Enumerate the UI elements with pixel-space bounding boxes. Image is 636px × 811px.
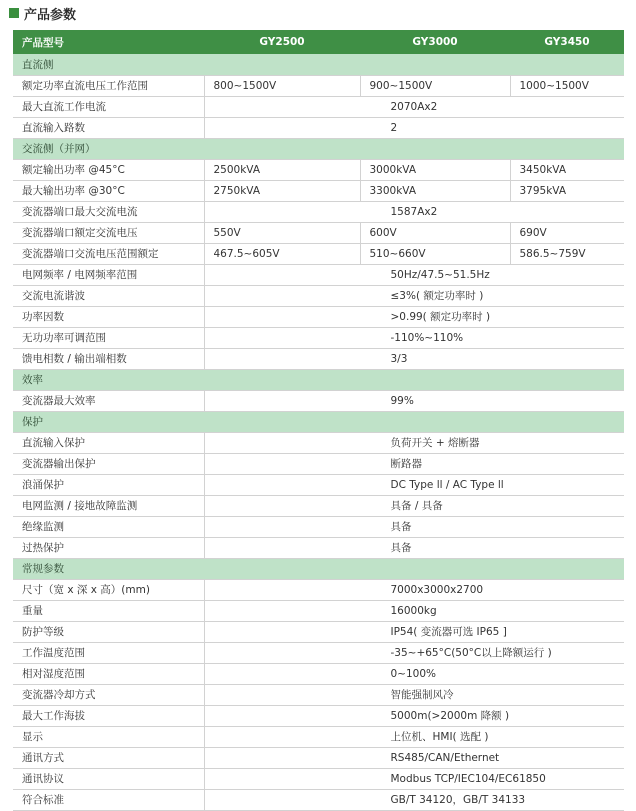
row-value: 1587Ax2 <box>204 201 624 222</box>
section-row <box>13 369 624 390</box>
heading-square-icon <box>9 8 19 18</box>
table-row <box>13 243 624 264</box>
row-label: 无功功率可调范围 <box>13 327 204 348</box>
table-body <box>13 54 624 810</box>
row-label: 重量 <box>13 600 204 621</box>
table-row <box>13 495 624 516</box>
row-value: 具备 / 具备 <box>204 495 624 516</box>
section-row <box>13 138 624 159</box>
table-row <box>13 96 624 117</box>
row-value: 负荷开关 + 熔断器 <box>204 432 624 453</box>
row-value: 5000m(>2000m 降额 ) <box>204 705 624 726</box>
row-value: 99% <box>204 390 624 411</box>
row-label: 通讯方式 <box>13 747 204 768</box>
page-title: 产品参数 <box>24 7 77 23</box>
row-value: 467.5~605V <box>204 243 360 264</box>
row-value: 900~1500V <box>360 75 510 96</box>
section-title: 交流侧（并网） <box>13 138 624 159</box>
row-label: 变流器端口交流电压范围额定 <box>13 243 204 264</box>
table-row <box>13 180 624 201</box>
row-value: 0~100% <box>204 663 624 684</box>
row-value: 16000kg <box>204 600 624 621</box>
page-heading <box>9 4 76 22</box>
table-header-row <box>13 30 624 54</box>
table-row <box>13 516 624 537</box>
header-model-gy3450: GY3450 <box>510 30 624 54</box>
table-row <box>13 75 624 96</box>
row-value: 智能强制风冷 <box>204 684 624 705</box>
row-value: IP54( 变流器可选 IP65 ] <box>204 621 624 642</box>
table-row <box>13 264 624 285</box>
table-row <box>13 600 624 621</box>
row-label: 过热保护 <box>13 537 204 558</box>
row-value: 3000kVA <box>360 159 510 180</box>
row-value: -35~+65°C(50°C以上降额运行 ) <box>204 642 624 663</box>
row-value: 2070Ax2 <box>204 96 624 117</box>
section-title: 效率 <box>13 369 624 390</box>
row-value: 3450kVA <box>510 159 624 180</box>
table-row <box>13 222 624 243</box>
table-row <box>13 726 624 747</box>
row-label: 尺寸（宽 x 深 x 高）(mm) <box>13 579 204 600</box>
table-row <box>13 348 624 369</box>
row-value: >0.99( 额定功率时 ) <box>204 306 624 327</box>
table-row <box>13 579 624 600</box>
row-label: 工作温度范围 <box>13 642 204 663</box>
row-label: 变流器端口额定交流电压 <box>13 222 204 243</box>
row-value: 550V <box>204 222 360 243</box>
table-row <box>13 789 624 810</box>
row-value: ≤3%( 额定功率时 ) <box>204 285 624 306</box>
table-row <box>13 684 624 705</box>
row-value: 7000x3000x2700 <box>204 579 624 600</box>
table-row <box>13 327 624 348</box>
row-label: 电网频率 / 电网频率范围 <box>13 264 204 285</box>
table-row <box>13 285 624 306</box>
row-value: 2500kVA <box>204 159 360 180</box>
row-value: 690V <box>510 222 624 243</box>
table-row <box>13 390 624 411</box>
header-model-gy2500: GY2500 <box>204 30 360 54</box>
table-row <box>13 663 624 684</box>
row-value: 800~1500V <box>204 75 360 96</box>
row-value: 上位机、HMI( 选配 ) <box>204 726 624 747</box>
table-row <box>13 705 624 726</box>
row-value: 1000~1500V <box>510 75 624 96</box>
row-label: 浪涌保护 <box>13 474 204 495</box>
row-value: 3795kVA <box>510 180 624 201</box>
header-label: 产品型号 <box>13 30 204 54</box>
table-row <box>13 768 624 789</box>
table-row <box>13 306 624 327</box>
row-label: 变流器输出保护 <box>13 453 204 474</box>
row-label: 直流输入路数 <box>13 117 204 138</box>
table-row <box>13 117 624 138</box>
table-row <box>13 474 624 495</box>
row-label: 显示 <box>13 726 204 747</box>
header-model-gy3000: GY3000 <box>360 30 510 54</box>
row-value: 3/3 <box>204 348 624 369</box>
row-label: 电网监测 / 接地故障监测 <box>13 495 204 516</box>
row-label: 交流电流谐波 <box>13 285 204 306</box>
row-value: 600V <box>360 222 510 243</box>
table-row <box>13 747 624 768</box>
row-value: 2 <box>204 117 624 138</box>
section-title: 保护 <box>13 411 624 432</box>
row-value: 586.5~759V <box>510 243 624 264</box>
row-label: 额定功率直流电压工作范围 <box>13 75 204 96</box>
row-value: 断路器 <box>204 453 624 474</box>
table-row <box>13 201 624 222</box>
row-value: 具备 <box>204 537 624 558</box>
section-row <box>13 558 624 579</box>
table-row <box>13 159 624 180</box>
table-row <box>13 537 624 558</box>
row-label: 防护等级 <box>13 621 204 642</box>
row-label: 通讯协议 <box>13 768 204 789</box>
row-label: 最大直流工作电流 <box>13 96 204 117</box>
row-label: 最大工作海拔 <box>13 705 204 726</box>
row-value: 510~660V <box>360 243 510 264</box>
row-value: 2750kVA <box>204 180 360 201</box>
section-title: 常规参数 <box>13 558 624 579</box>
row-value: GB/T 34120，GB/T 34133 <box>204 789 624 810</box>
row-label: 相对湿度范围 <box>13 663 204 684</box>
section-row <box>13 54 624 75</box>
row-label: 最大输出功率 @30°C <box>13 180 204 201</box>
row-value: DC Type ll / AC Type ll <box>204 474 624 495</box>
table-row <box>13 642 624 663</box>
section-title: 直流侧 <box>13 54 624 75</box>
row-label: 变流器端口最大交流电流 <box>13 201 204 222</box>
row-label: 功率因数 <box>13 306 204 327</box>
row-label: 符合标准 <box>13 789 204 810</box>
row-value: 3300kVA <box>360 180 510 201</box>
row-label: 额定输出功率 @45°C <box>13 159 204 180</box>
row-value: 50Hz/47.5~51.5Hz <box>204 264 624 285</box>
spec-table <box>13 30 624 811</box>
row-value: RS485/CAN/Ethernet <box>204 747 624 768</box>
row-value: -110%~110% <box>204 327 624 348</box>
table-row <box>13 453 624 474</box>
row-value: 具备 <box>204 516 624 537</box>
table-row <box>13 432 624 453</box>
row-label: 馈电相数 / 输出端相数 <box>13 348 204 369</box>
row-label: 绝缘监测 <box>13 516 204 537</box>
section-row <box>13 411 624 432</box>
row-label: 变流器冷却方式 <box>13 684 204 705</box>
row-label: 直流输入保护 <box>13 432 204 453</box>
row-label: 变流器最大效率 <box>13 390 204 411</box>
row-value: Modbus TCP/IEC104/EC61850 <box>204 768 624 789</box>
table-row <box>13 621 624 642</box>
